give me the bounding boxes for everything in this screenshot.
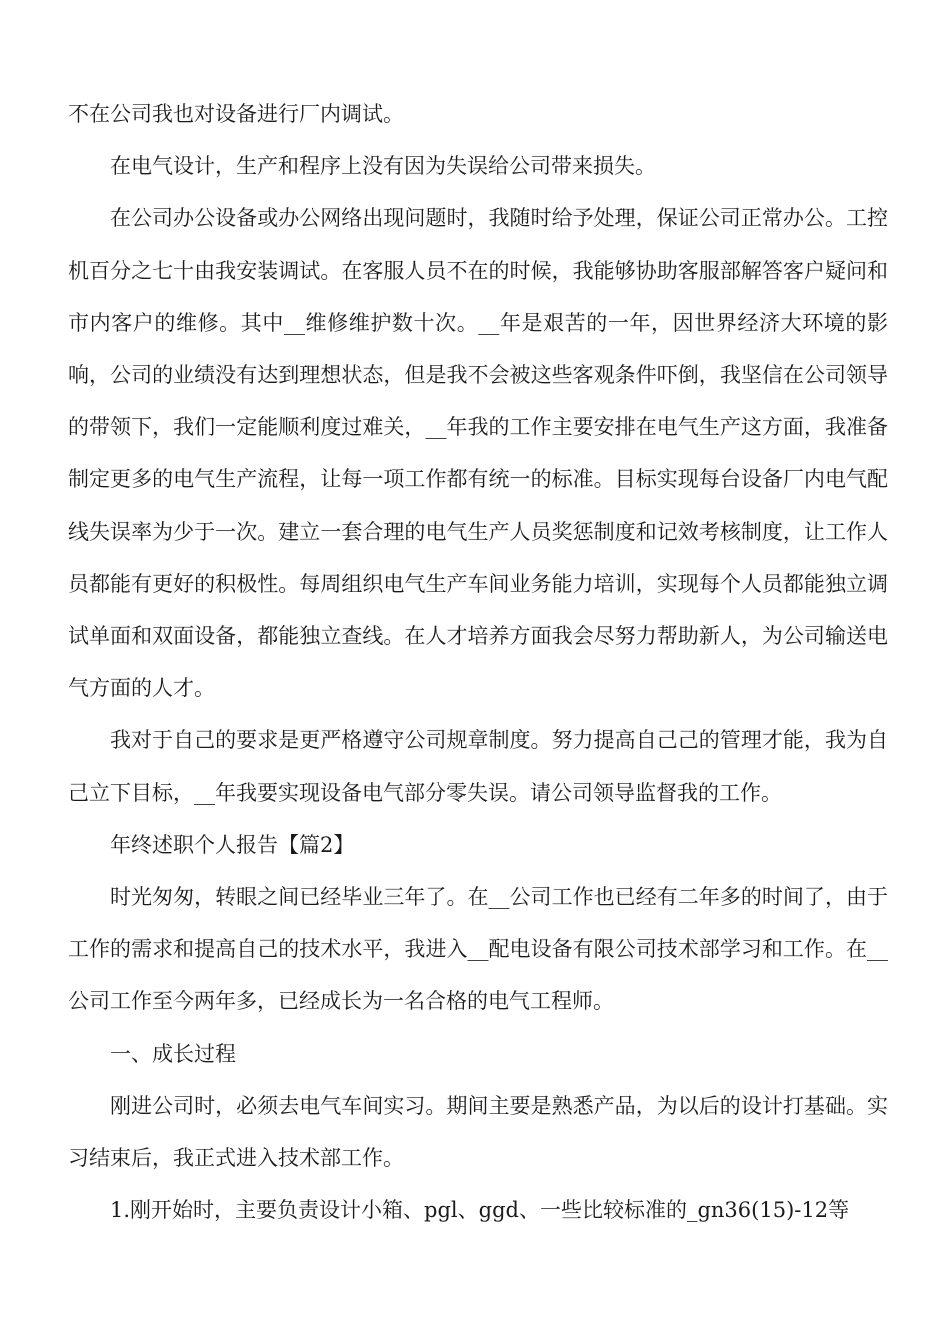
paragraph-internship: 刚进公司时，必须去电气车间实习。期间主要是熟悉产品，为以后的设计打基础。实习结束后，我正式进入技术部工作。	[68, 1093, 888, 1171]
document-page	[68, 88, 888, 1236]
section-heading-part-2: 年终述职个人报告【篇2】	[110, 832, 355, 857]
subheading-growth-process: 一、成长过程	[110, 1041, 236, 1066]
paragraph-office-equipment: 在公司办公设备或办公网络出现问题时，我随时给予处理，保证公司正常办公。工控机百分之七十由我安装调试。在客服人员不在的时候，我能够协助客服部解答客户疑问和市内客户的维修。其中__维修维护数十次。__年是艰苦的一年，因世界经济大环境的影响，公司的业绩没有达到理想状态，但是我不会被这些客观条件吓倒，我坚信在公司领导的带领下，我们一定能顺利度过难关，__年我的工作主要安排在电气生产这方面，我准备制定更多的电气生产流程，让每一项工作都有统一的标准。目标实现每台设备厂内电气配线失误率为少于一次。建立一套合理的电气生产人员奖惩制度和记效考核制度，让工作人员都能有更好的积极性。每周组织电气生产车间业务能力培训，实现每个人员都能独立调试单面和双面设备，都能独立查线。在人才培养方面我会尽努力帮助新人，为公司输送电气方面的人才。	[68, 206, 888, 701]
list-item-1: 1.刚开始时，主要负责设计小箱、pgl、ggd、一些比较标准的_gn36(15)-12等	[110, 1198, 850, 1223]
paragraph-electrical-design: 在电气设计，生产和程序上没有因为失误给公司带来损失。	[110, 154, 656, 179]
paragraph-self-requirements: 我对于自己的要求是更严格遵守公司规章制度。努力提高自己己的管理才能，我为自己立下目标，__年我要实现设备电气部分零失误。请公司领导监督我的工作。	[68, 728, 888, 805]
paragraph-time-flies: 时光匆匆，转眼之间已经毕业三年了。在__公司工作也已经有二年多的时间了，由于工作的需求和提高自己的技术水平，我进入__配电设备有限公司技术部学习和工作。在__公司工作至今两年多，已经成长为一名合格的电气工程师。	[68, 885, 888, 1014]
paragraph-continuation: 不在公司我也对设备进行厂内调试。	[68, 102, 404, 126]
